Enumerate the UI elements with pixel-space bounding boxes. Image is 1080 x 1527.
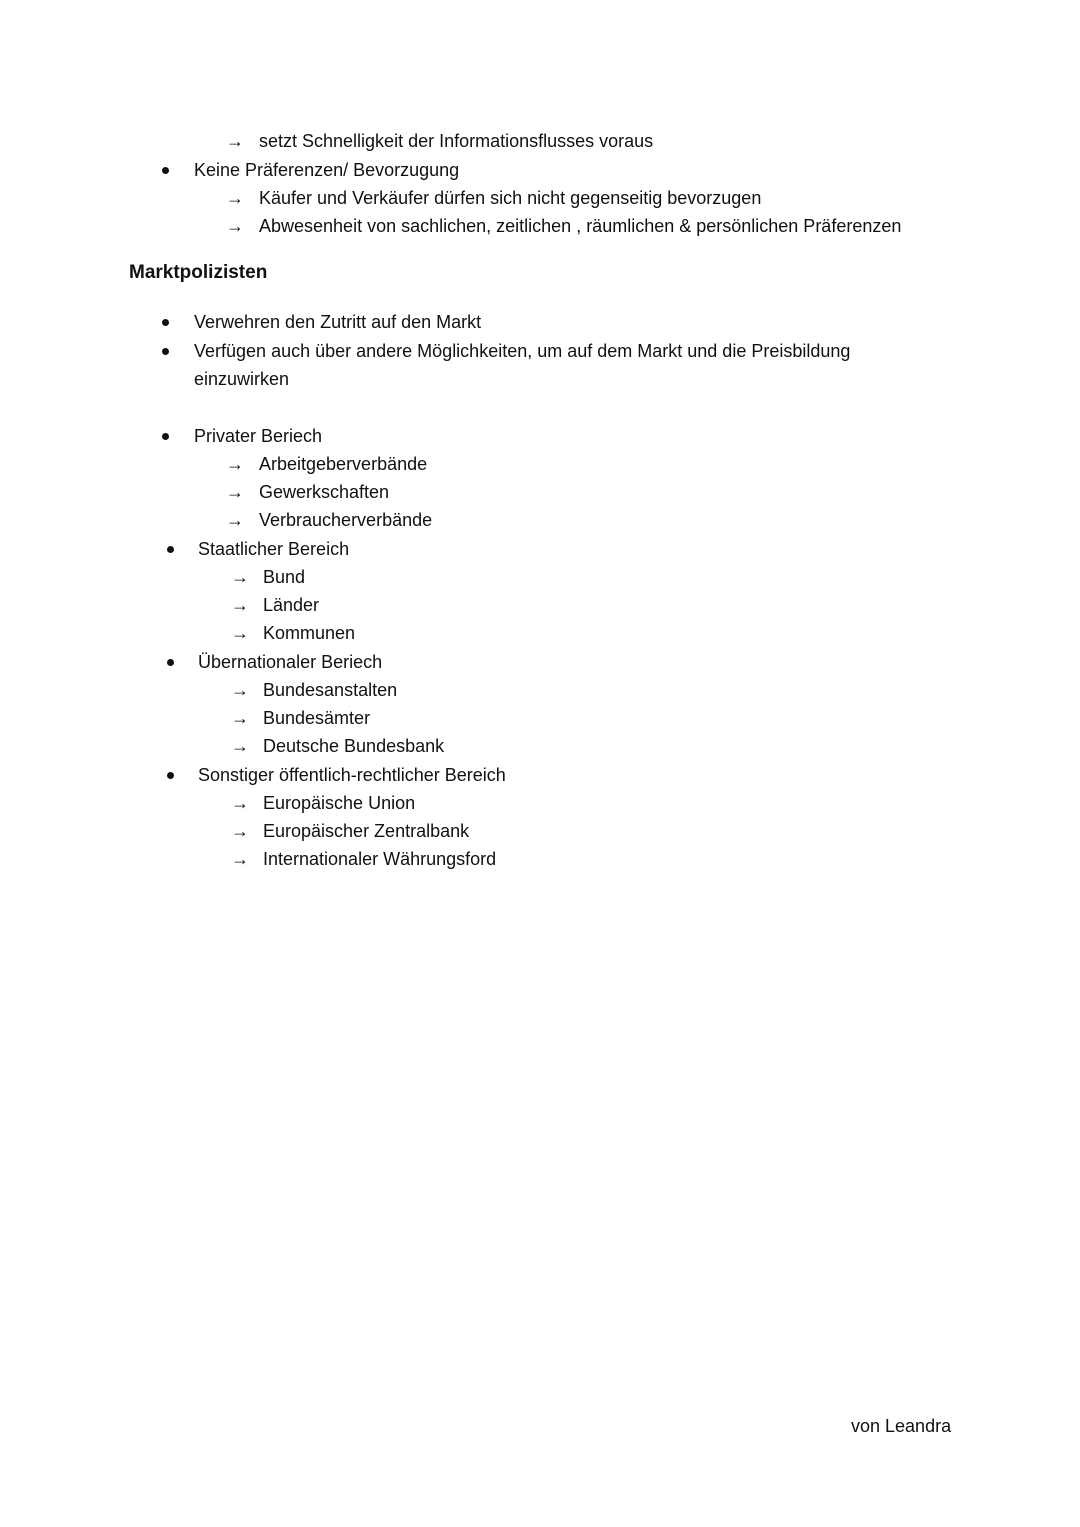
list-item: Arbeitgeberverbände [259, 454, 428, 474]
list-item: Europäische Union [263, 793, 416, 813]
arrow-icon: → [231, 736, 249, 756]
arrow-icon: → [231, 623, 249, 643]
list-item: Internationaler Währungsford [263, 849, 497, 869]
bullet-icon [162, 433, 169, 440]
arrow-icon: → [231, 680, 249, 700]
arrow-icon: → [226, 131, 244, 151]
arrow-icon: → [226, 510, 244, 530]
arrow-icon: → [231, 708, 249, 728]
bullet-icon [162, 167, 169, 174]
arrow-icon: → [231, 567, 249, 587]
list-item: Deutsche Bundesbank [263, 736, 445, 756]
bullet-icon [167, 772, 174, 779]
list-item: Bund [263, 567, 306, 587]
arrow-icon: → [231, 849, 249, 869]
arrow-icon: → [231, 595, 249, 615]
author-footer: von Leandra [851, 1416, 952, 1436]
bullet-icon [167, 659, 174, 666]
section-heading: Marktpolizisten [129, 262, 268, 283]
text-line: einzuwirken [194, 369, 290, 389]
list-item: Länder [263, 595, 320, 615]
arrow-icon: → [231, 821, 249, 841]
list-item: Bundesämter [263, 708, 371, 728]
text-line: Verfügen auch über andere Möglichkeiten, um auf dem Markt und die Preisbildung [194, 341, 851, 361]
arrow-icon: → [226, 482, 244, 502]
arrow-icon: → [231, 793, 249, 813]
list-item: Verbraucherverbände [259, 510, 433, 530]
group-label: Privater Beriech [194, 426, 323, 446]
bullet-icon [162, 348, 169, 355]
arrow-icon: → [226, 454, 244, 474]
group-label: Staatlicher Bereich [198, 539, 350, 559]
text-line: Keine Präferenzen/ Bevorzugung [194, 160, 460, 180]
text-line: Abwesenheit von sachlichen, zeitlichen , räumlichen & persönlichen Präferenzen [259, 216, 902, 236]
list-item: Europäischer Zentralbank [263, 821, 470, 841]
list-item: Bundesanstalten [263, 680, 398, 700]
text-line: Käufer und Verkäufer dürfen sich nicht gegenseitig bevorzugen [259, 188, 762, 208]
arrow-icon: → [226, 188, 244, 208]
text-line: Verwehren den Zutritt auf den Markt [194, 312, 482, 332]
group-label: Übernationaler Beriech [198, 652, 383, 672]
bullet-icon [162, 319, 169, 326]
group-label: Sonstiger öffentlich-rechtlicher Bereich [198, 765, 506, 785]
arrow-icon: → [226, 216, 244, 236]
text-line: setzt Schnelligkeit der Informationsflusses voraus [259, 131, 654, 151]
list-item: Kommunen [263, 623, 356, 643]
list-item: Gewerkschaften [259, 482, 390, 502]
bullet-icon [167, 546, 174, 553]
